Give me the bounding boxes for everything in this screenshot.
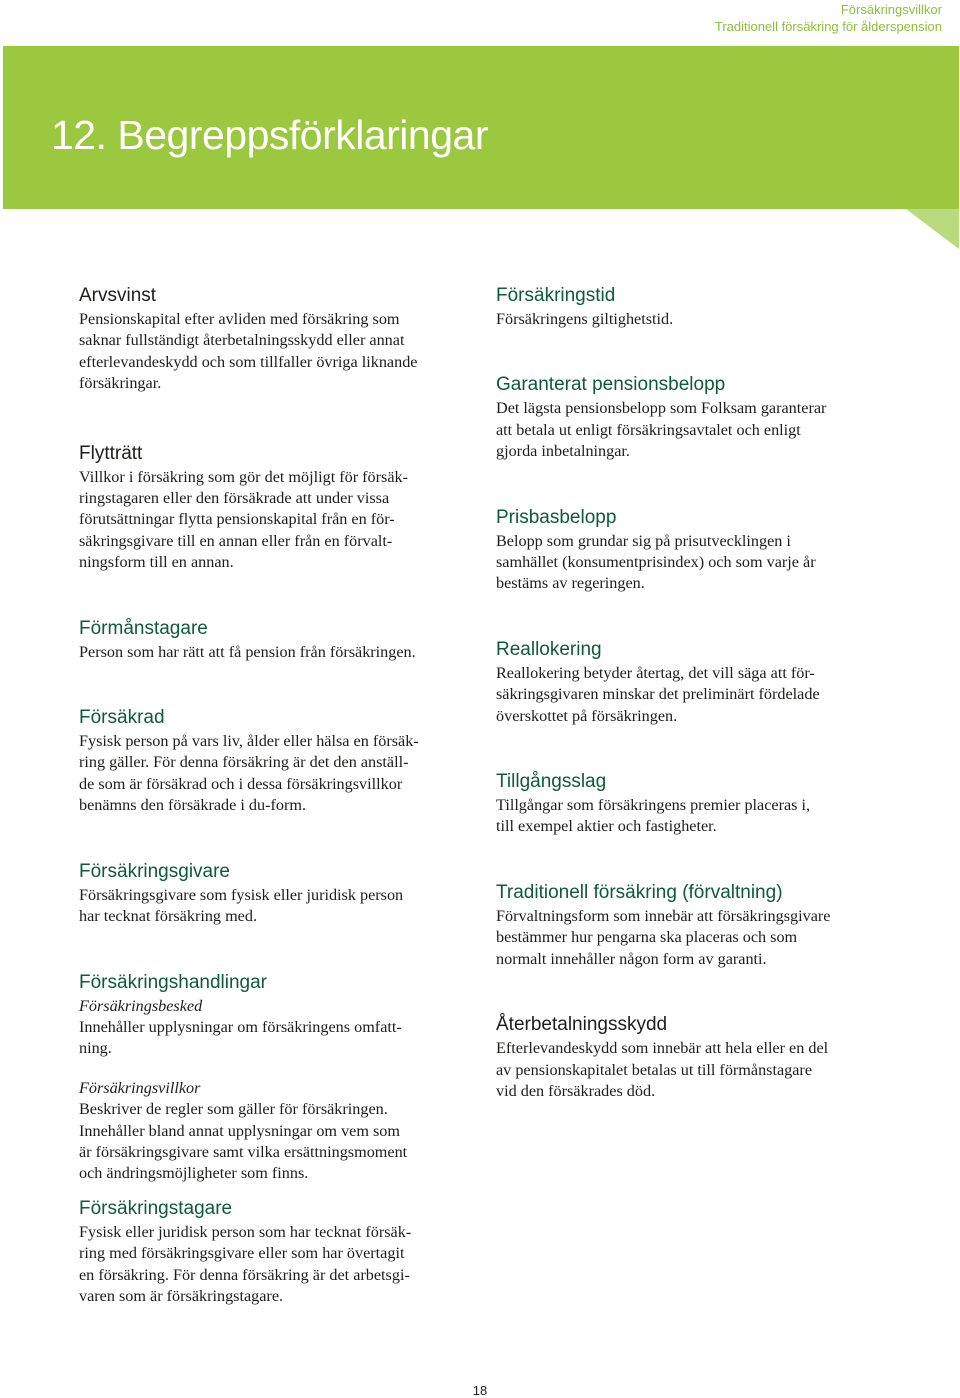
term-line: till exempel aktier och fastigheter.: [496, 817, 717, 836]
term-title: Flytträtt: [79, 442, 143, 464]
term-line: Innehåller bland annat upplysningar om vem som: [79, 1121, 400, 1140]
term-line: de som är försäkrad och i dessa försäkringsvillkor: [79, 774, 403, 793]
term-line: benämns den försäkrade i du-form.: [79, 796, 306, 815]
term-line: Efterlevandeskydd som innebär att hela eller en del: [496, 1039, 829, 1058]
term-line: ning.: [79, 1039, 112, 1058]
term-title: Försäkringstid: [496, 285, 616, 306]
term-line: är försäkringsgivare samt vilka ersättningsmoment: [79, 1142, 408, 1161]
term-subheading: Försäkringsvillkor: [79, 1078, 201, 1097]
term-prisbasbelopp: [496, 505, 916, 595]
term-line: försäkringar.: [79, 374, 162, 393]
term-title: Arvsvinst: [79, 285, 157, 306]
term-forsakringsgivare: [79, 859, 469, 928]
term-line: av pensionskapitalet betalas ut till förmånstagare: [496, 1060, 813, 1079]
term-line: varen som är försäkringstagare.: [79, 1287, 284, 1306]
term-line: efterlevandeskydd och som tillfaller övriga liknande: [79, 352, 418, 371]
term-line: saknar fullständigt återbetalningsskydd eller annat: [79, 331, 405, 350]
term-line: säkringsgivaren minskar det preliminärt fördelade: [496, 685, 820, 704]
term-tillgangsslag: [496, 769, 916, 838]
header-doc-type: Försäkringsvillkor: [840, 2, 942, 17]
term-line: Tillgångar som försäkringens premier placeras i,: [496, 796, 811, 815]
term-line: Person som har rätt att få pension från försäkringen.: [79, 642, 416, 661]
term-title: Tillgångsslag: [496, 771, 607, 793]
term-line: Försäkringsgivare som fysisk eller juridisk person: [79, 885, 404, 904]
term-line: ningsform till en annan.: [79, 553, 234, 572]
term-line: bestämmer hur pengarna ska placeras och som: [496, 928, 798, 947]
term-line: ringstagaren eller den försäkrade att under vissa: [79, 489, 390, 508]
term-line: Pensionskapital efter avliden med försäkring som: [79, 310, 400, 328]
term-title: Försäkringshandlingar: [79, 971, 267, 993]
term-traditionell-forsakring: [496, 880, 916, 970]
term-line: bestäms av regeringen.: [496, 574, 645, 593]
term-flyttratt: [79, 441, 469, 574]
term-line: normalt innehåller någon form av garanti.: [496, 949, 767, 968]
term-line: Belopp som grundar sig på prisutvecklingen i: [496, 531, 791, 550]
term-title: Försäkringstagare: [79, 1198, 233, 1219]
term-line: och ändringsmöjligheter som finns.: [79, 1164, 309, 1183]
header-doc-title: Traditionell försäkring för ålderspension: [714, 19, 942, 34]
term-title: Prisbasbelopp: [496, 506, 617, 528]
term-subheading: Försäkringsbesked: [79, 996, 203, 1015]
term-line: förutsättningar flytta pensionskapital från en för-: [79, 510, 395, 529]
term-line: Innehåller upplysningar om försäkringens omfatt-: [79, 1017, 402, 1036]
term-title: Försäkringsgivare: [79, 860, 230, 882]
term-line: att betala ut enligt försäkringsavtalet och enligt: [496, 420, 801, 439]
term-line: en försäkring. För denna försäkring är det arbetsgi-: [79, 1265, 410, 1284]
term-line: Fysisk person på vars liv, ålder eller hälsa en försäk-: [79, 732, 419, 751]
term-line: samhället (konsumentprisindex) och som varje år: [496, 553, 816, 572]
term-line: Reallokering betyder återtag, det vill säga att för-: [496, 663, 815, 682]
term-line: vid den försäkrades död.: [496, 1081, 656, 1100]
term-line: Det lägsta pensionsbelopp som Folksam garanterar: [496, 399, 827, 418]
term-line: ring med försäkringsgivare eller som har övertagit: [79, 1244, 405, 1263]
term-title: Garanterat pensionsbelopp: [496, 374, 726, 396]
term-line: Beskriver de regler som gäller för försäkringen.: [79, 1100, 388, 1119]
term-aterbetalningsskydd: [496, 1012, 916, 1102]
banner-corner-triangle: [906, 209, 959, 249]
term-line: ring gäller. För denna försäkring är det den anställ-: [79, 753, 409, 772]
page-number: 18: [472, 1383, 488, 1398]
term-forsakringstid: [496, 283, 916, 330]
term-title: Försäkrad: [79, 707, 165, 729]
term-forsakringshandlingar: [79, 970, 469, 1185]
section-title: 12. Begreppsförklaringar: [51, 112, 488, 158]
term-arvsvinst: [79, 283, 469, 395]
term-title: Reallokering: [496, 638, 602, 660]
term-line: har tecknat försäkring med.: [79, 907, 257, 926]
term-garanterat-pensionsbelopp: [496, 372, 916, 462]
term-forsakringstagare: [79, 1196, 479, 1308]
term-forsakrad: [79, 705, 469, 817]
term-reallokering: [496, 637, 916, 727]
term-title: Traditionell försäkring (förvaltning): [496, 881, 783, 903]
term-line: Förvaltningsform som innebär att försäkringsgivare: [496, 906, 831, 925]
term-line: säkringsgivare till en annan eller från en förvalt-: [79, 531, 393, 550]
running-header: [715, 1, 942, 35]
term-line: Villkor i försäkring som gör det möjligt för försäk-: [79, 467, 409, 486]
term-line: Fysisk eller juridisk person som har tecknat försäk-: [79, 1223, 412, 1241]
term-line: Försäkringens giltighetstid.: [496, 310, 674, 328]
term-formanstagare: [79, 616, 469, 663]
right-column: [496, 283, 916, 1102]
term-title: Förmånstagare: [79, 617, 208, 639]
left-column: [79, 283, 469, 1185]
term-title: Återbetalningsskydd: [496, 1014, 668, 1036]
term-line: överskottet på försäkringen.: [496, 706, 678, 725]
term-line: gjorda inbetalningar.: [496, 442, 630, 461]
